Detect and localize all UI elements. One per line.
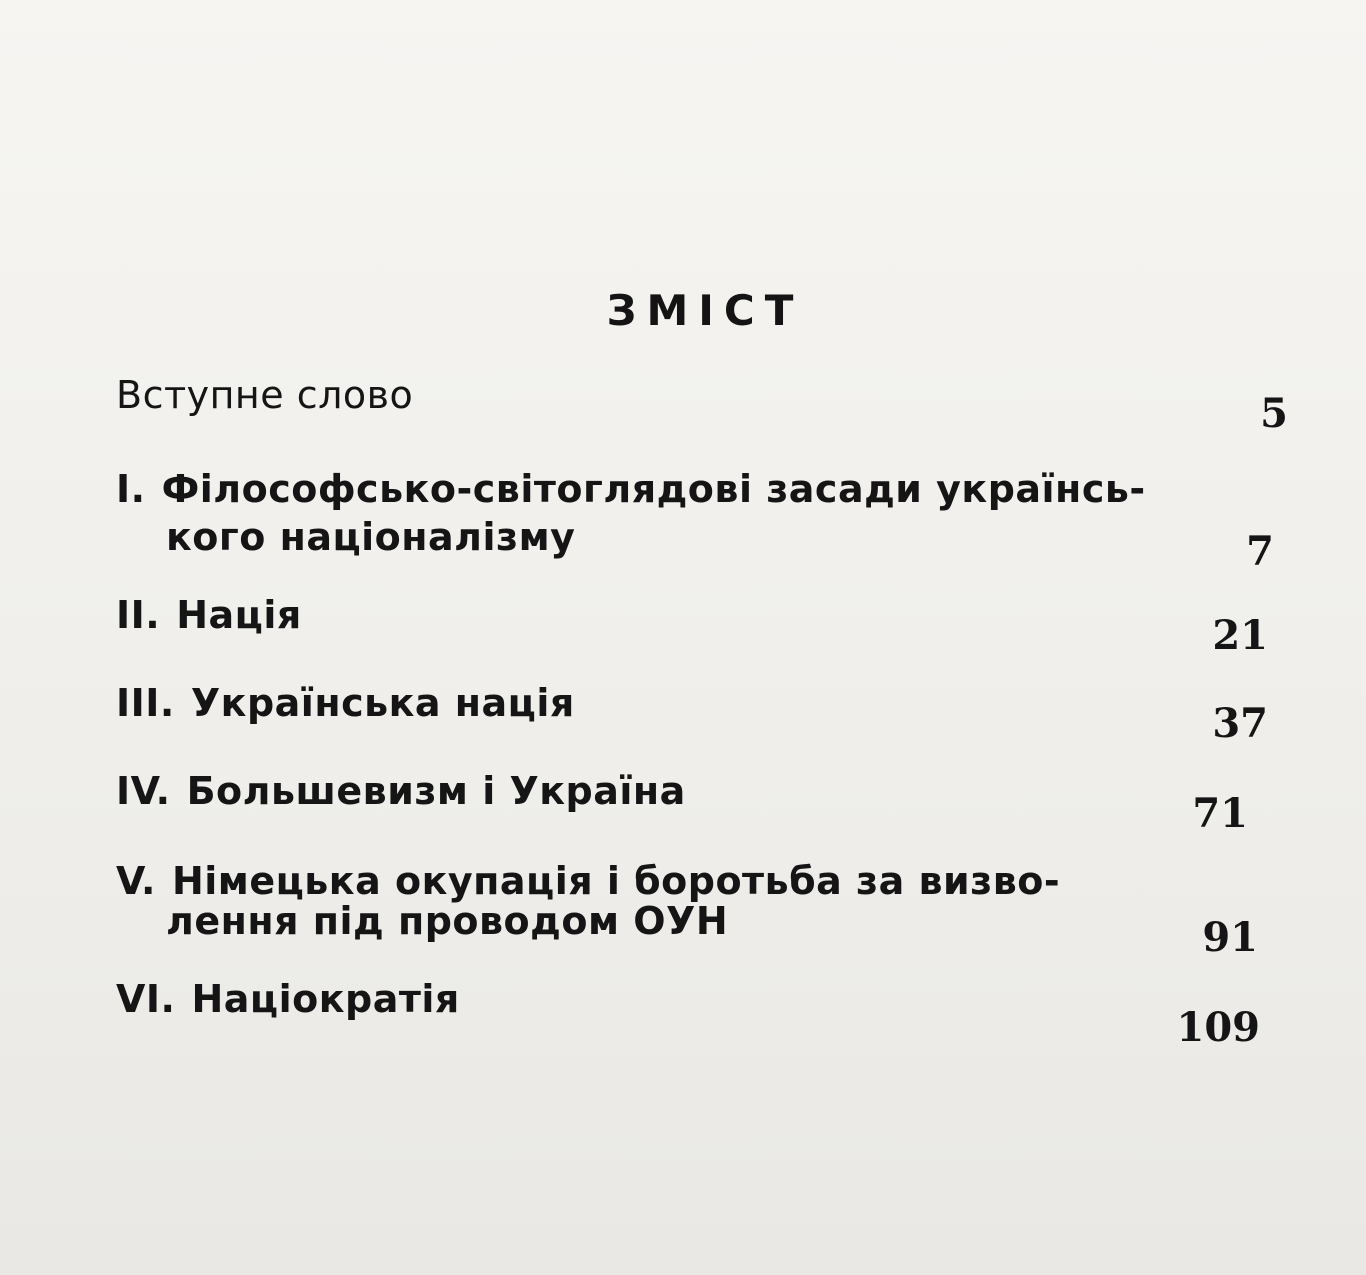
toc-entry-label (116, 372, 413, 418)
toc-entry-page: 71 (1192, 790, 1248, 837)
toc-entry-page: 37 (1212, 700, 1268, 747)
page-title: ЗМІСТ (606, 286, 804, 335)
toc-entry-text: Українська нація (190, 681, 575, 725)
toc-entry-number: II. (116, 593, 161, 637)
toc-entry-page: 7 (1246, 528, 1274, 575)
toc-entry-label (116, 976, 460, 1022)
toc-entry-text: Большевизм і Україна (186, 769, 686, 813)
toc-entry-text: Німецька окупація і боротьба за визво- (171, 859, 1061, 903)
toc-entry-page: 5 (1260, 390, 1288, 437)
toc-entry-number: V. (116, 859, 156, 903)
toc-entry-text: Нація (176, 593, 302, 637)
toc-entry-page: 91 (1202, 914, 1258, 961)
toc-entry-number: I. (116, 467, 146, 511)
toc-entry-label-continued (166, 898, 728, 944)
toc-entry-text-continued: лення під проводом ОУН (166, 899, 729, 943)
toc-entry-number: III. (116, 681, 175, 725)
toc-entry-text: Філософсько-світоглядові засади українсь- (161, 467, 1146, 511)
toc-entry-text: Вступне слово (116, 373, 414, 417)
toc-entry-label (116, 768, 686, 814)
toc-entry-text: Націократія (191, 977, 460, 1021)
toc-entry-label (116, 592, 302, 638)
toc-entry-label-continued (166, 514, 575, 560)
toc-entry-text-continued: кого націоналізму (166, 515, 576, 559)
toc-entry-number: VI. (116, 977, 176, 1021)
toc-entry-label (116, 680, 575, 726)
toc-entry-number: IV. (116, 769, 171, 813)
toc-entry-page: 21 (1212, 612, 1268, 659)
toc-entry-page: 109 (1176, 1004, 1260, 1051)
toc-entry-label (116, 466, 1146, 512)
